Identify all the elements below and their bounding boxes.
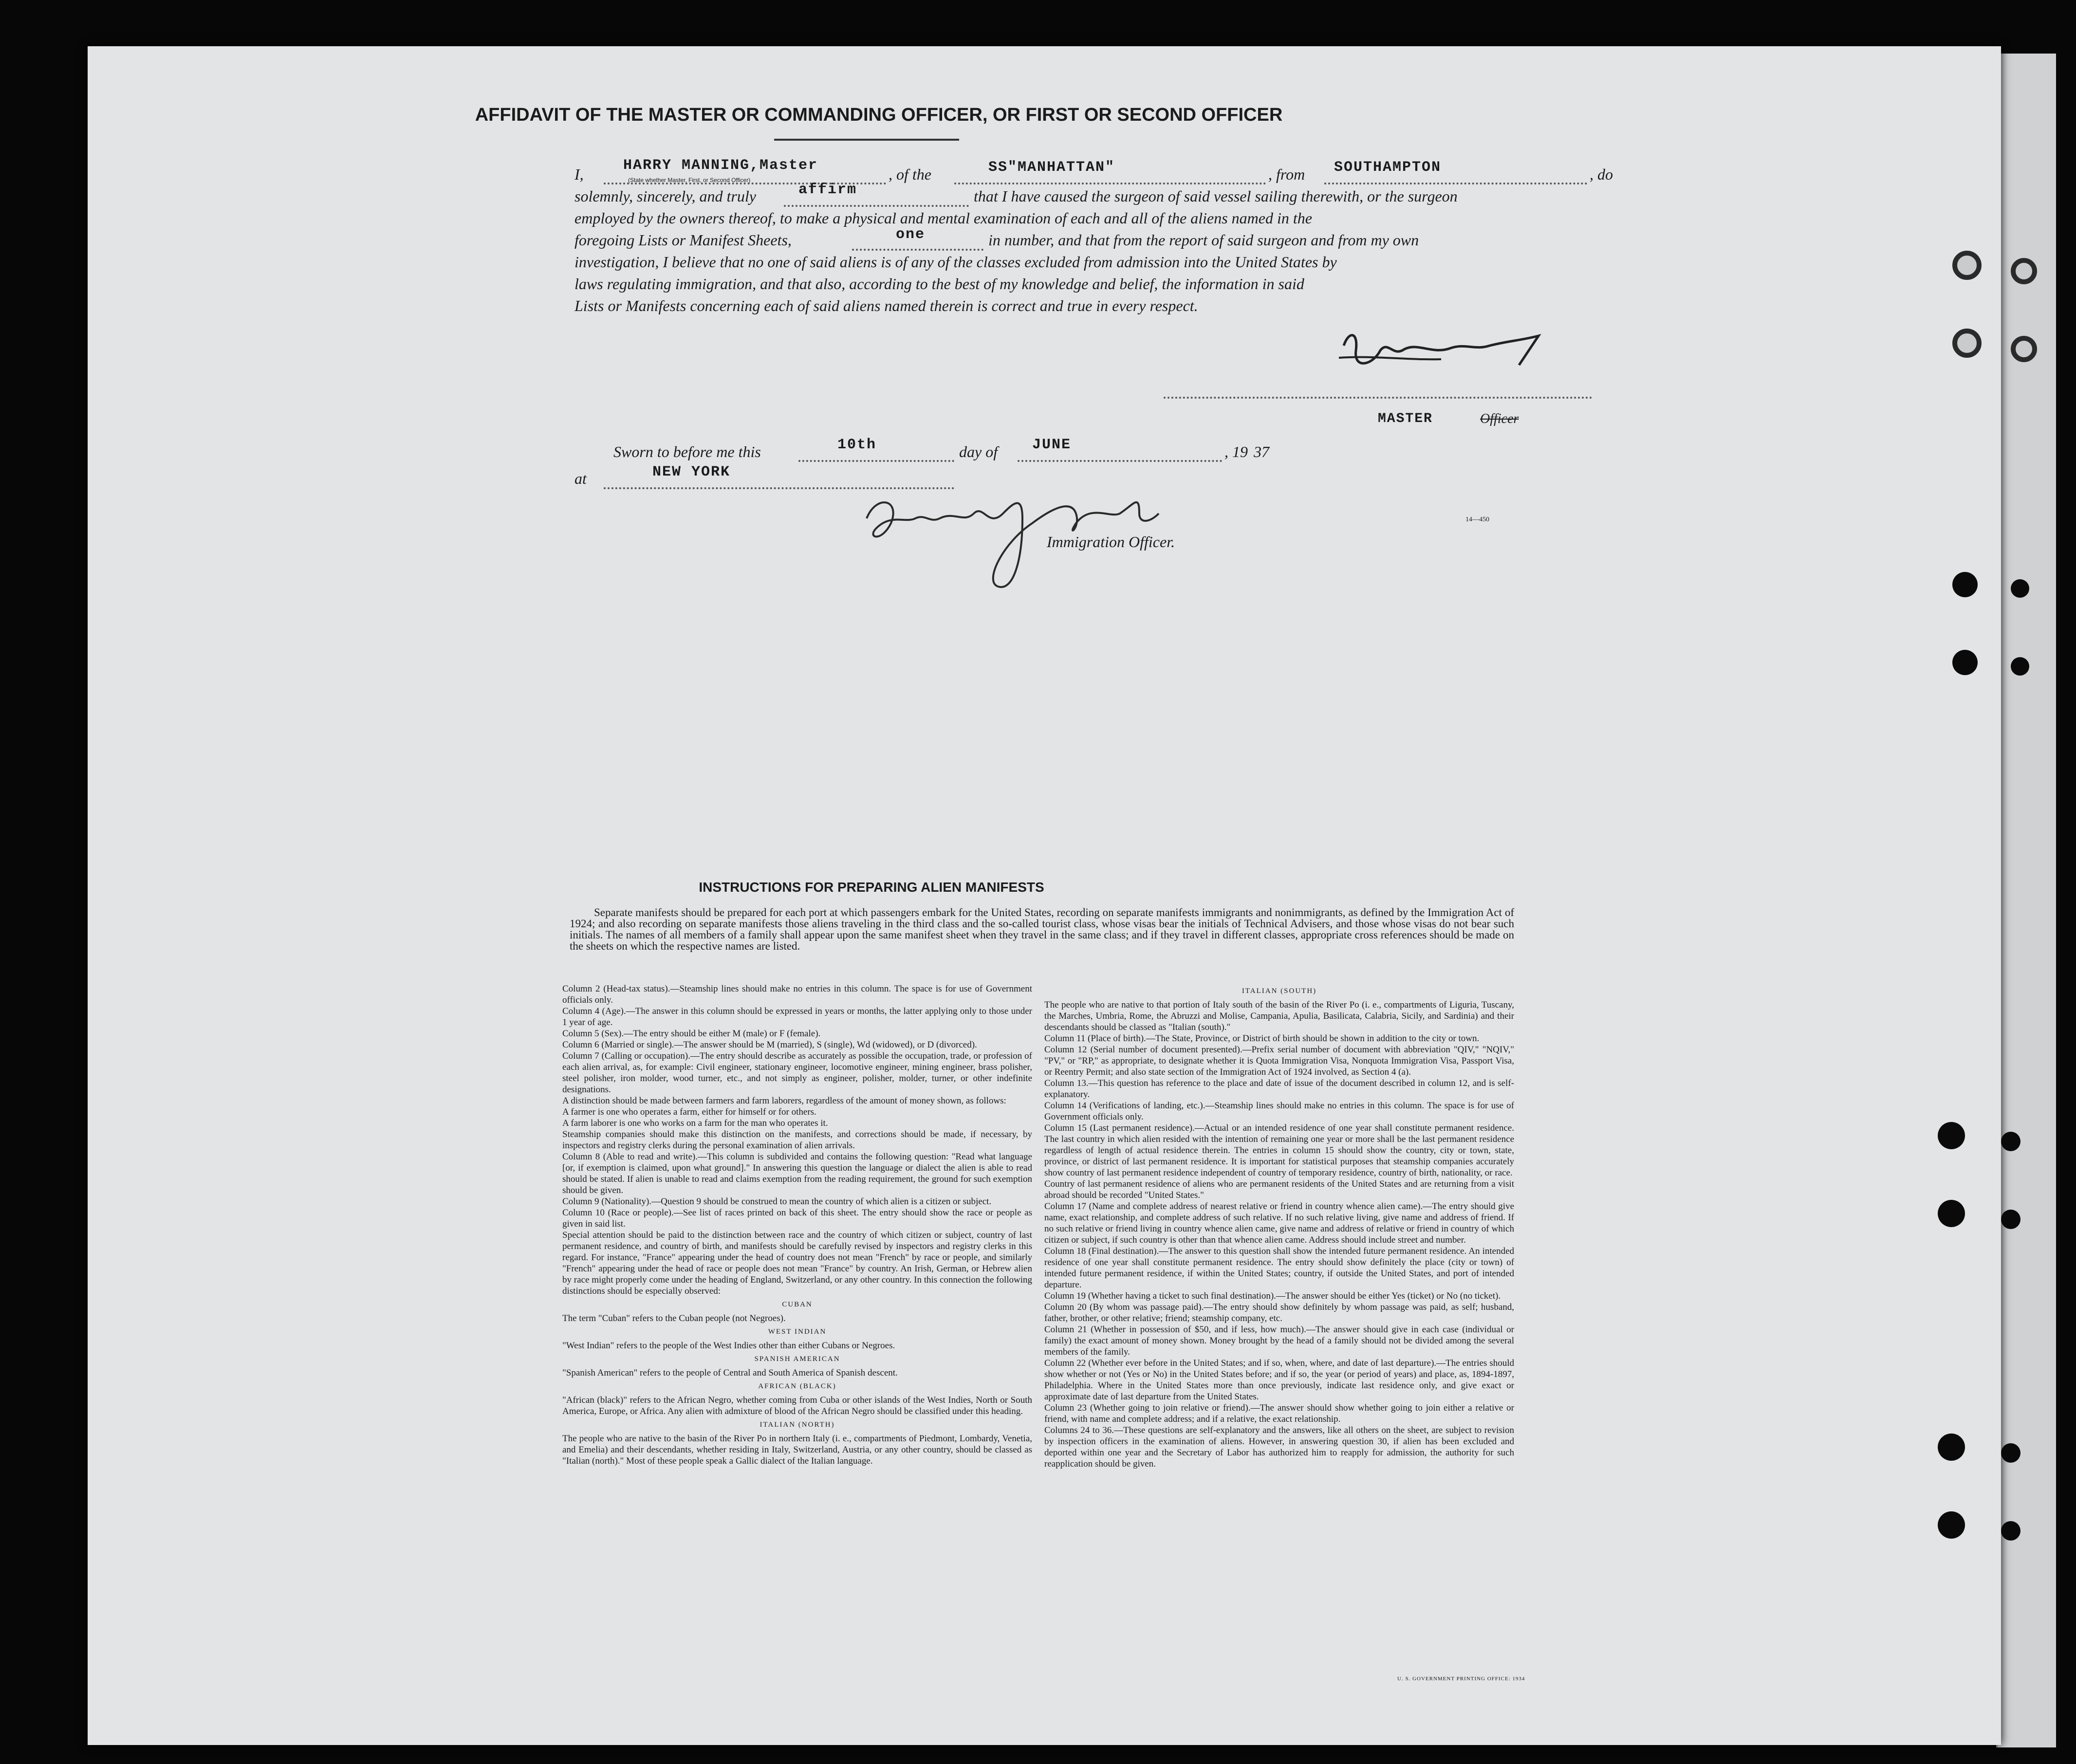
sheet-count: one <box>896 226 926 243</box>
affidavit-text: that I have caused the surgeon of said vessel sailing therewith, or the surgeon <box>974 187 1458 205</box>
cuban-text: The term "Cuban" refers to the Cuban people (not Negroes). <box>562 1313 786 1323</box>
sworn-text: Sworn to before me this <box>613 443 761 460</box>
affidavit-text: employed by the owners thereof, to make a physical and mental examination of each and all of the aliens named in the <box>575 209 1312 227</box>
punch-hole-icon <box>2011 657 2029 676</box>
departure-port: SOUTHAMPTON <box>1334 159 1442 176</box>
cuban-heading: CUBAN <box>782 1301 813 1308</box>
punch-hole-icon <box>1952 572 1978 597</box>
affidavit-word: , of the <box>889 165 931 183</box>
signer-title: MASTER <box>1378 411 1433 426</box>
officer-hint: (State whether Master, First, or Second Officer) <box>628 177 751 184</box>
affidavit-text: investigation, I believe that no one of said aliens is of any of the classes excluded from admission into the United States by <box>575 253 1337 271</box>
affidavit-text: Lists or Manifests concerning each of said aliens named therein is correct and true in every respect. <box>575 297 1198 314</box>
officer-name: HARRY MANNING,Master <box>623 157 818 174</box>
punch-hole-icon <box>1938 1122 1965 1149</box>
italian-south-heading: ITALIAN (SOUTH) <box>1242 987 1317 995</box>
sworn-place: NEW YORK <box>652 464 731 480</box>
spanish-american-heading: SPANISH AMERICAN <box>754 1355 840 1363</box>
african-text: "African (black)" refers to the African Negro, whether coming from Cuba or other islands of the West Indies, North or South America, Europe, or Africa. Any alien with admixture of blood of the African Negro should be classified under this heading. <box>562 1395 1032 1416</box>
punch-hole-icon <box>1938 1433 1965 1461</box>
punch-hole-icon <box>2001 1521 2020 1541</box>
right-column-text: The people who are native to that portion of Italy south of the basin of the River Po (i. e., compartments of Liguria, Tuscany, the Marches, Umbria, Rome, the Abruzzi and Molise, Campania, Apulia, Basilicata, Calabria, Sicily, and Sardinia) and their descendants should be classed as "Italian (south)." Column 11 (Place of birth).—The State, Province, or District of birth should be shown in addition to the city or town. Column 12 (Serial number of document presented).—Prefix serial number of document with abbreviation "QIV," "NQIV," "PV," or "RP," as appropriate, to designate whether it is Quota Immigration Visa, Nonquota Immigration Visa, Passport Visa, or Reentry Permit; and also state section of the Immigration Act of 1924 involved, as Section 4 (a). Column 13.—This question has reference to the place and date of issue of the document described in column 12, and is self-explanatory. Column 14 (Verifications of landing, etc.).—Steamship lines should make no entries in this column. The space is for use of Government officials only. Column 15 (Last permanent residence).—Actual or an intended residence of one year shall constitute permanent residence. The last country in which alien resided with the intention of remaining one year or more shall be the last permanent residence regardless of length of actual residence therein. The entries in column 15 should show the country, city or town, state, province, or district of last permanent residence. It is important for statistical purposes that steamship companies accurately show country of last permanent residence independent of country of temporary residence, country of birth, nationality, or race. Country of last permanent residence of aliens who are permanent residents of the United States and are returning from a visit abroad should be recorded "United States." Column 17 (Name and complete address of nearest relative or friend in country whence alien came).—The entry should give name, exact relationship, and complete address of such relative. If no such relative living, give name and address of friend. If no such relative or friend living in country whence alien came, give name and address of relative or friend in country of which citizen or subject, if such country is other than that whence alien came. Address should include street and number. Column 18 (Final destination).—The answer to this question shall show the intended future permanent residence. An intended residence of one year shall constitute permanent residence. The entry should show definitely the place (city or town) of intended future permanent residence, if within the United States; country, if outside the United States, and port of intended departure. Column 19 (Whether having a ticket to such final destination).—The answer should be either Yes (ticket) or No (no ticket). Column 20 (By whom was passage paid).—The entry should show definitely by whom passage was paid, as self; husband, father, brother, or other relative; friend; steamship company, etc. Column 21 (Whether in possession of $50, and if less, how much).—The answer should give in each case (individual or family) the exact amount of money shown. Money brought by the head of a family should not be divided among the several members of the family. Column 22 (Whether ever before in the United States; and if so, when, where, and date of last departure).—The entries should show whether or not (Yes or No) in the United States before; and if so, the year (or period of years) and place, as, 1894-1897, Philadelphia. Where in the United States more than once previously, indicate last residence only, and give exact or approximate date of last departure from the United States. Column 23 (Whether going to join relative or friend).—The answer should show whether going to join either a relative or friend, with name and complete address; and if a relative, the exact relationship. Columns 24 to 36.—These questions are self-explanatory and the answers, like all others on the sheet, are subject to revision by inspection officers in the examination of aliens. However, in answering question 30, if alien has been excluded and deported within one year and the Secretary of Labor has authorized him to reapply for admission, the authority for such reapplication should be given. <box>1044 1000 1514 1469</box>
punch-hole-icon <box>2011 579 2029 598</box>
form-number: 14—450 <box>1465 516 1489 523</box>
west-indian-text: "West Indian" refers to the people of the West Indies other than either Cubans or Negroes. <box>562 1341 895 1351</box>
punch-hole-icon <box>2001 1132 2020 1151</box>
binder-ring-icon <box>1952 251 1982 280</box>
spanish-american-text: "Spanish American" refers to the people of Central and South America of Spanish descent. <box>562 1368 898 1378</box>
affidavit-text: foregoing Lists or Manifest Sheets, <box>575 231 792 249</box>
sworn-text: at <box>575 470 587 487</box>
punch-hole-icon <box>1952 650 1978 675</box>
instructions-title: INSTRUCTIONS FOR PREPARING ALIEN MANIFESTS <box>699 880 1044 895</box>
affidavit-title: AFFIDAVIT OF THE MASTER OR COMMANDING OFFICER, OR FIRST OR SECOND OFFICER <box>475 105 1283 125</box>
punch-hole-icon <box>1938 1511 1965 1539</box>
sworn-text: day of <box>959 443 998 460</box>
italian-north-heading: ITALIAN (NORTH) <box>760 1421 835 1429</box>
punch-hole-icon <box>1938 1200 1965 1227</box>
title-rule <box>774 139 959 141</box>
manifest-page <box>88 46 2001 1745</box>
sworn-text: , 19 <box>1224 443 1248 460</box>
binder-ring-icon <box>2011 336 2037 362</box>
african-heading: AFRICAN (BLACK) <box>758 1382 836 1390</box>
left-column-text: Column 2 (Head-tax status).—Steamship lines should make no entries in this column. The space is for use of Government officials only. Column 4 (Age).—The answer in this column should be expressed in years or months, the latter applying only to those under 1 year of age. Column 5 (Sex).—The entry should be either M (male) or F (female). Column 6 (Married or single).—The answer should be M (married), S (single), Wd (widowed), or D (divorced). Column 7 (Calling or occupation).—The entry should describe as accurately as possible the occupation, trade, or profession of each alien arrival, as, for example: Civil engineer, stationary engineer, locomotive engineer, mining engineer, brass polisher, steel polisher, iron molder, wood turner, etc., and not simply as engineer, polisher, molder, turner, or other indefinite designations. A distinction should be made between farmers and farm laborers, regardless of the amount of money shown, as follows: A farmer is one who operates a farm, either for himself or for others. A farm laborer is one who works on a farm for the man who operates it. Steamship companies should make this distinction on the manifests, and corrections should be made, if necessary, by inspectors and registry clerks during the personal examination of alien arrivals. Column 8 (Able to read and write).—This column is subdivided and contains the following question: "Read what language [or, if exemption is claimed, upon what ground]." In answering this question the language or dialect the alien is able to read should be stated. If alien is unable to read and claims exemption from the reading requirement, the ground for such exemption should be given. Column 9 (Nationality).—Question 9 should be construed to mean the country of which alien is a citizen or subject. Column 10 (Race or people).—See list of races printed on back of this sheet. The entry should show the race or people as given in said list. Special attention should be paid to the distinction between race and the country of which citizen or subject, country of last permanent residence, and country of birth, and manifests should be carefully revised by inspectors and registry clerks in this regard. For instance, "France" appearing under the head of country does not mean "French" by race or people, and similarly "French" appearing under the head of race or people does not mean "France" by country. An Irish, German, or Hebrew alien by race might properly come under the heading of England, Switzerland, or any other country. In this connection the following distinctions should be especially observed: <box>562 984 1032 1296</box>
printer-note: U. S. GOVERNMENT PRINTING OFFICE: 1934 <box>1397 1676 1525 1682</box>
italian-north-text: The people who are native to the basin of the River Po in northern Italy (i. e., compartments of Piedmont, Lombardy, Venetia, and Emelia) and their descendants, whether residing in Italy, Switzerland, Austria, or any other country, should be classed as "Italian (north)." Most of these people speak a Gallic dialect of the Italian language. <box>562 1433 1032 1466</box>
affidavit-word: , from <box>1268 165 1305 183</box>
affidavit-word: , do <box>1590 165 1613 183</box>
sworn-month: JUNE <box>1032 437 1072 453</box>
struck-officer-word: Officer <box>1480 411 1519 426</box>
vessel-name: SS"MANHATTAN" <box>988 159 1115 176</box>
punch-hole-icon <box>2001 1210 2020 1229</box>
binder-ring-icon <box>2011 258 2037 284</box>
underlying-page-edge <box>1996 54 2056 1747</box>
instructions-right-column <box>1044 983 1514 1670</box>
affidavit-text: laws regulating immigration, and that also, according to the best of my knowledge and belief, the information in said <box>575 275 1304 293</box>
binder-ring-icon <box>1952 329 1982 358</box>
affidavit-word: solemnly, sincerely, and truly <box>575 187 756 205</box>
immigration-officer-label: Immigration Officer. <box>1047 533 1175 551</box>
punch-hole-icon <box>2001 1443 2020 1463</box>
oath-word: affirm <box>798 182 857 198</box>
master-signature-line <box>1164 397 1592 399</box>
sworn-day: 10th <box>837 437 877 453</box>
sworn-year: 37 <box>1254 443 1269 460</box>
instructions-intro: Separate manifests should be prepared for each port at which passengers embark for the United States, recording on separate manifests immigrants and nonimmigrants, as defined by the Immigration Act of 1924; and also recording on separate manifests those aliens traveling in the third class and the so-called tourist class, whose visas bear the initials of Technical Advisers, and those whose visas do not bear such initials. The names of all members of a family shall appear upon the same manifest sheet when they travel in the same class; and if they travel in different classes, appropriate cross references should be made on the sheets on which the respective names are listed. <box>570 906 1514 952</box>
affidavit-text: in number, and that from the report of said surgeon and from my own <box>988 231 1419 249</box>
instructions-left-column <box>562 983 1032 1670</box>
affidavit-word: I, <box>575 165 584 183</box>
master-signature <box>1246 312 1587 399</box>
west-indian-heading: WEST INDIAN <box>768 1328 827 1336</box>
